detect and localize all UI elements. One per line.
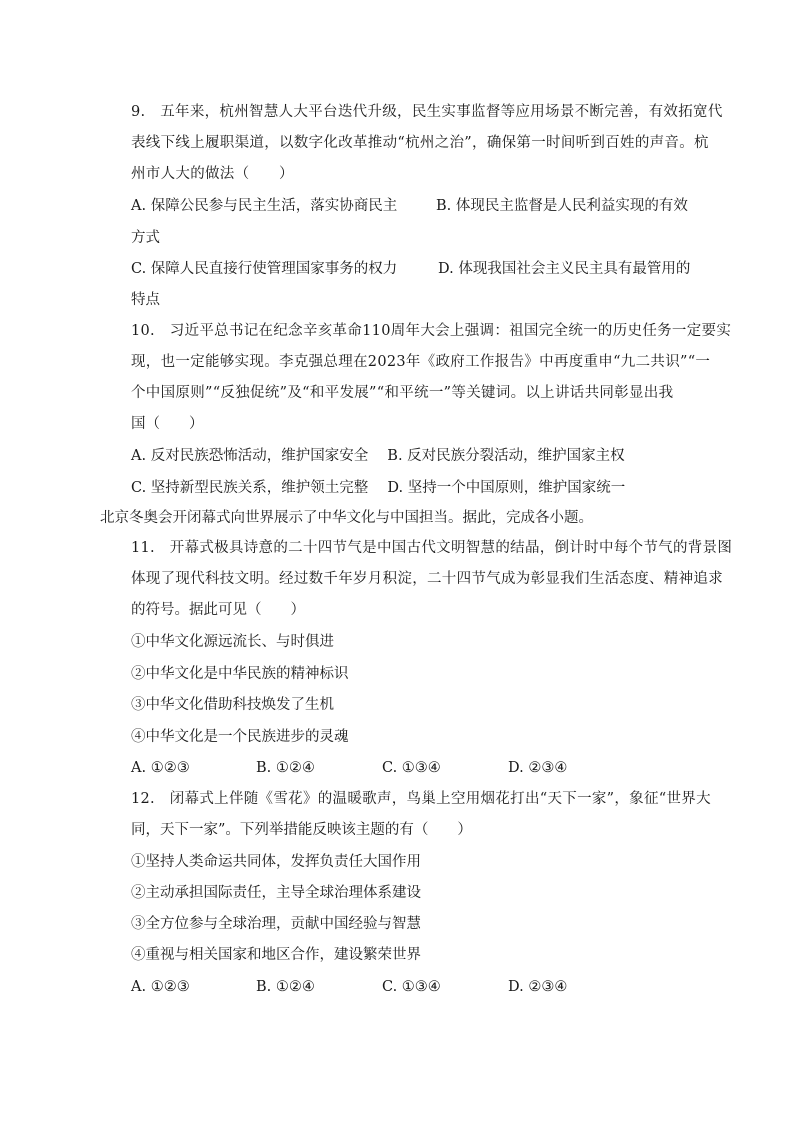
q12-item-1: ①坚持人类命运共同体，发挥负责任大国作用 <box>131 854 421 870</box>
q11-item-1: ①中华文化源远流长、与时俱进 <box>131 634 334 650</box>
q9-option-c: C. 保障人民直接行使管理国家事务的权力 <box>131 261 398 277</box>
q9-stem-line-3: 州市人大的做法（ ） <box>131 166 294 182</box>
q10-stem-line-4: 国（ ） <box>131 416 204 432</box>
q12-choice-a: A. ①②③ <box>131 979 190 995</box>
q11-item-3: ③中华文化借助科技焕发了生机 <box>131 697 334 713</box>
q9-stem-line-1: 9. 五年来，杭州智慧人大平台迭代升级，民生实事监督等应用场景不断完善，有效拓宽代 <box>131 104 723 120</box>
q11-choice-a: A. ①②③ <box>131 760 190 776</box>
q11-stem-line-3: 的符号。据此可见（ ） <box>131 602 305 618</box>
q9-option-d: D. 体现我国社会主义民主具有最管用的 <box>438 261 691 277</box>
q12-choice-b: B. ①②④ <box>256 979 315 995</box>
q12-stem-line-1: 12. 闭幕式上伴随《雪花》的温暖歌声，鸟巢上空用烟花打出“天下一家”，象征“世界大 <box>131 791 711 807</box>
q12-item-3: ③全方位参与全球治理，贡献中国经验与智慧 <box>131 916 421 932</box>
q11-stem-line-2: 体现了现代科技文明。经过数千年岁月积淀，二十四节气成为彰显我们生活态度、精神追求 <box>131 571 723 587</box>
q11-choice-b: B. ①②④ <box>256 760 315 776</box>
q12-stem-line-2: 同，天下一家”。下列举措能反映该主题的有（ ） <box>131 822 472 838</box>
q12-choice-d: D. ②③④ <box>508 979 568 995</box>
q9-option-a: A. 保障公民参与民主生活，落实协商民主 <box>131 198 398 214</box>
q11-choice-c: C. ①③④ <box>382 760 441 776</box>
q11-item-4: ④中华文化是一个民族进步的灵魂 <box>131 729 349 745</box>
q11-choice-d: D. ②③④ <box>508 760 568 776</box>
q10-options-a-b: A. 反对民族恐怖活动，维护国家安全 B. 反对民族分裂活动，维护国家主权 <box>131 448 625 464</box>
q12-item-4: ④重视与相关国家和地区合作，建设繁荣世界 <box>131 947 421 963</box>
q12-choice-c: C. ①③④ <box>382 979 441 995</box>
q9-option-b: B. 体现民主监督是人民利益实现的有效 <box>436 198 688 214</box>
section-intro: 北京冬奥会开闭幕式向世界展示了中华文化与中国担当。据此，完成各小题。 <box>100 510 593 526</box>
q10-options-c-d: C. 坚持新型民族关系，维护领土完整 D. 坚持一个中国原则，维护国家统一 <box>131 480 626 496</box>
q11-item-2: ②中华文化是中华民族的精神标识 <box>131 666 349 682</box>
q12-item-2: ②主动承担国际责任，主导全球治理体系建设 <box>131 885 421 901</box>
q10-stem-line-1: 10. 习近平总书记在纪念辛亥革命110周年大会上强调：祖国完全统一的历史任务一定要实 <box>131 323 732 339</box>
q11-stem-line-1: 11. 开幕式极具诗意的二十四节气是中国古代文明智慧的结晶，倒计时中每个节气的背景图 <box>131 540 733 556</box>
q9-stem-line-2: 表线下线上履职渠道，以数字化改革推动“杭州之治”，确保第一时间听到百姓的声音。杭 <box>131 135 709 151</box>
q9-option-b-continued: 方式 <box>131 230 160 246</box>
q10-stem-line-3: 个中国原则”“反独促统”及“和平发展”“和平统一”等关键词。以上讲话共同彰显出我 <box>131 385 674 401</box>
q10-stem-line-2: 现，也一定能够实现。李克强总理在2023年《政府工作报告》中再度重申“九二共识”“一 <box>131 354 711 370</box>
q9-option-d-continued: 特点 <box>131 292 160 308</box>
